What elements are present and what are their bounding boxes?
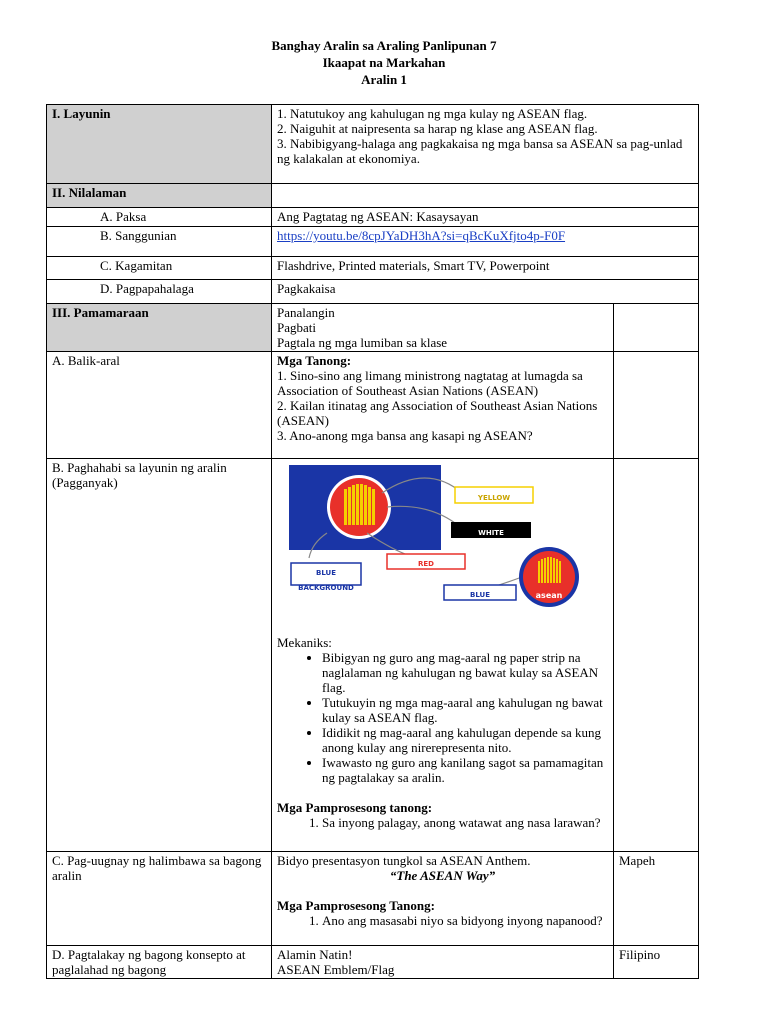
- mekaniks-item-1: • Bibigyan ng guro ang mag-aaral ng paper strip na naglalaman ng kahulugan ng bawat kulay sa ASEAN flag.: [322, 650, 608, 695]
- balik-aral-content: [272, 352, 614, 459]
- pag-uugnay-row: [47, 852, 699, 946]
- layunin-label: I. Layunin: [47, 105, 272, 184]
- pamamaraan-line-3: Pagtala ng mga lumiban sa klase: [277, 335, 448, 350]
- sanggunian-cell: [272, 227, 699, 257]
- balik-aral-q3: 3. Ano-anong mga bansa ang kasapi ng ASEAN?: [277, 428, 533, 443]
- pamamaraan-row: [47, 304, 699, 352]
- pag-uugnay-tanong-1: 1. Ano ang masasabi niyo sa bidyong inyong napanood?: [322, 913, 608, 928]
- pag-uugnay-tanong-list: [277, 913, 608, 928]
- paghahabi-label: B. Paghahabi sa layunin ng aralin (Pagganyak): [47, 459, 272, 852]
- pagtalakay-content: [272, 946, 614, 979]
- mekaniks-heading: Mekaniks:: [277, 635, 332, 650]
- pag-uugnay-tanong-heading: Mga Pamprosesong Tanong:: [277, 898, 435, 913]
- pamamaraan-integration: [614, 304, 699, 352]
- doc-title: Banghay Aralin sa Araling Panlipunan 7: [271, 38, 497, 53]
- balik-aral-row: [47, 352, 699, 459]
- balik-aral-q2: 2. Kailan itinatag ang Association of Southeast Asian Nations (ASEAN): [277, 398, 598, 428]
- kagamitan-label: C. Kagamitan: [47, 257, 272, 280]
- pagpapahalaga-value: Pagkakaisa: [272, 280, 699, 304]
- doc-lesson: Aralin 1: [361, 72, 407, 87]
- nilalaman-empty: [272, 184, 699, 208]
- pamamaraan-label: III. Pamamaraan: [47, 304, 272, 352]
- pag-uugnay-title: “The ASEAN Way”: [389, 868, 496, 883]
- tag-yellow-label: YELLOW: [477, 494, 511, 502]
- paksa-label: A. Paksa: [47, 208, 272, 227]
- paghahabi-content: [272, 459, 614, 852]
- paghahabi-integration: [614, 459, 699, 852]
- paksa-value: Ang Pagtatag ng ASEAN: Kasaysayan: [272, 208, 699, 227]
- mekaniks-item-3: • Ididikit ng mag-aaral ang kahulugan depende sa kung anong kulay ang nirerepresenta nito.: [322, 725, 608, 755]
- nilalaman-label: II. Nilalaman: [47, 184, 272, 208]
- doc-quarter: Ikaapat na Markahan: [322, 55, 446, 70]
- paghahabi-tanong-1: 1. Sa inyong palagay, anong watawat ang nasa larawan?: [322, 815, 608, 830]
- pagtalakay-row: [47, 946, 699, 979]
- nilalaman-row: [47, 184, 699, 208]
- mekaniks-item-2: • Tutukuyin ng mga mag-aaral ang kahulugan ng bawat kulay sa ASEAN flag.: [322, 695, 608, 725]
- balik-aral-label: A. Balik-aral: [47, 352, 272, 459]
- pagpapahalaga-row: [47, 280, 699, 304]
- layunin-item-2: 2. Naiguhit at naipresenta sa harap ng klase ang ASEAN flag.: [277, 121, 598, 136]
- pagtalakay-integration: Filipino: [614, 946, 699, 979]
- tag-red-label: RED: [418, 560, 434, 568]
- sanggunian-label: B. Sanggunian: [47, 227, 272, 257]
- paghahabi-tanong-heading: Mga Pamprosesong tanong:: [277, 800, 433, 815]
- spacer: [277, 883, 608, 898]
- pag-uugnay-integration: Mapeh: [614, 852, 699, 946]
- kagamitan-row: [47, 257, 699, 280]
- balik-aral-q1: 1. Sino-sino ang limang ministrong nagtatag at lumagda sa Association of Southeast Asian Nations (ASEAN): [277, 368, 583, 398]
- pamamaraan-line-1: Panalangin: [277, 305, 335, 320]
- pagtalakay-line-2: ASEAN Emblem/Flag: [277, 962, 395, 977]
- paksa-row: [47, 208, 699, 227]
- balik-aral-heading: Mga Tanong:: [277, 353, 352, 368]
- mekaniks-item-4: • Iwawasto ng guro ang kanilang sagot sa pamamagitan ng pagtalakay sa aralin.: [322, 755, 608, 785]
- lesson-plan-table: [46, 104, 699, 979]
- pag-uugnay-label: C. Pag-uugnay ng halimbawa sa bagong aralin: [47, 852, 272, 946]
- pamamaraan-line-2: Pagbati: [277, 320, 316, 335]
- paghahabi-tanong-list: [277, 815, 608, 830]
- mekaniks-list: [277, 650, 608, 785]
- logo-text: asean: [535, 591, 563, 600]
- pag-uugnay-content: [272, 852, 614, 946]
- pagpapahalaga-label: D. Pagpapahalaga: [47, 280, 272, 304]
- asean-flag-figure: [287, 463, 605, 613]
- balik-aral-integration: [614, 352, 699, 459]
- pamamaraan-content: [272, 304, 614, 352]
- kagamitan-value: Flashdrive, Printed materials, Smart TV, Powerpoint: [272, 257, 699, 280]
- pagtalakay-line-1: Alamin Natin!: [277, 947, 353, 962]
- pag-uugnay-intro: Bidyo presentasyon tungkol sa ASEAN Anthem.: [277, 853, 531, 868]
- tag-white-label: WHITE: [478, 529, 504, 537]
- sanggunian-link[interactable]: https://youtu.be/8cpJYaDH3hA?si=qBcKuXfjto4p-F0F: [277, 228, 566, 243]
- figure-spacer: [277, 613, 608, 635]
- layunin-item-3: 3. Nabibigyang-halaga ang pagkakaisa ng mga bansa sa ASEAN sa pag-unlad ng kalakalan at ekonomiya.: [277, 136, 683, 166]
- layunin-content: [272, 105, 699, 184]
- paghahabi-row: [47, 459, 699, 852]
- pagtalakay-label: D. Pagtalakay ng bagong konsepto at paglalahad ng bagong: [47, 946, 272, 979]
- layunin-row: [47, 105, 699, 184]
- tag-blue-label: BLUE: [469, 591, 490, 599]
- sanggunian-row: [47, 227, 699, 257]
- layunin-item-1: 1. Natutukoy ang kahulugan ng mga kulay ng ASEAN flag.: [277, 106, 588, 121]
- spacer: [277, 785, 608, 800]
- tag-blue-bg-label: BLUE BACKGROUND: [298, 569, 354, 592]
